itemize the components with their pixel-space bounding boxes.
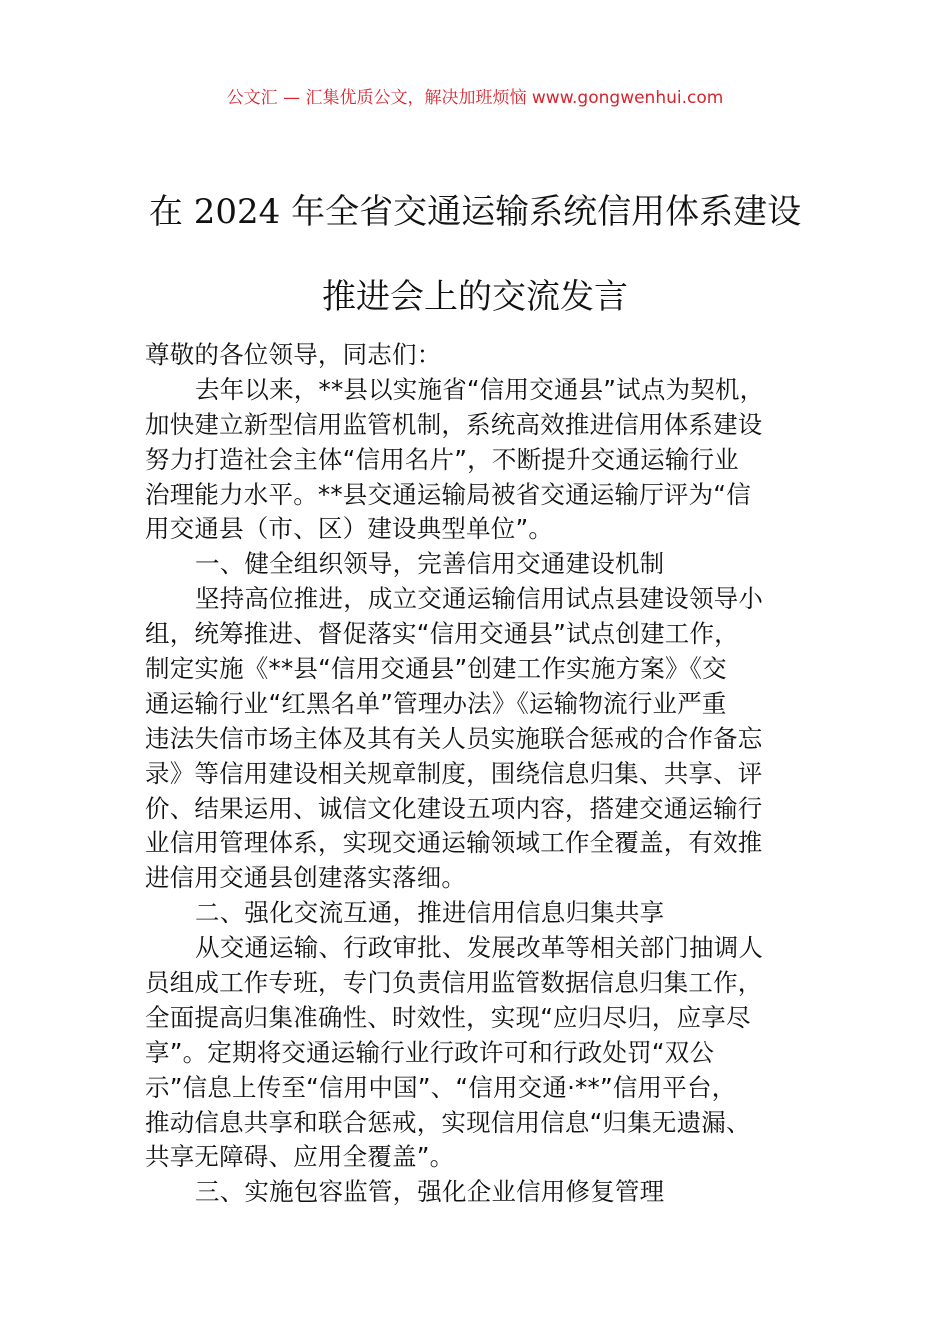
salutation: 尊敬的各位领导，同志们：	[145, 340, 442, 369]
section-heading-2: 二、强化交流互通，推进信用信息归集共享	[195, 898, 665, 928]
body-line: 全面提高归集准确性、时效性，实现“应归尽归，应享尽	[145, 1002, 751, 1032]
section-heading-1: 一、健全组织领导，完善信用交通建设机制	[195, 549, 665, 579]
body-line: 用交通县（市、区）建设典型单位”。	[145, 514, 554, 544]
body-line: 推动信息共享和联合惩戒，实现信用信息“归集无遗漏、	[145, 1107, 751, 1137]
body-line: 加快建立新型信用监管机制，系统高效推进信用体系建设	[145, 409, 763, 439]
body-line: 共享无障碍、应用全覆盖”。	[145, 1142, 455, 1172]
body-line: 组，统筹推进、督促落实“信用交通县”试点创建工作，	[145, 619, 739, 649]
body-line: 通运输行业“红黑名单”管理办法》《运输物流行业严重	[145, 688, 727, 718]
body-line: 进信用交通县创建落实落细。	[145, 863, 467, 893]
title-line-2: 推进会上的交流发言	[322, 277, 628, 317]
document-title	[0, 170, 950, 340]
body-line: 享”。定期将交通运输行业行政许可和行政处罚“双公	[145, 1037, 715, 1067]
body-line: 示”信息上传至“信用中国”、“信用交通·**”信用平台，	[145, 1072, 737, 1102]
title-line-1: 在 2024 年全省交通运输系统信用体系建设	[148, 192, 802, 232]
watermark-banner: 公文汇 — 汇集优质公文，解决加班烦恼 www.gongwenhui.com	[226, 88, 724, 108]
section-heading-3: 三、实施包容监管，强化企业信用修复管理	[195, 1177, 665, 1207]
body-line: 坚持高位推进，成立交通运输信用试点县建设领导小	[195, 584, 764, 614]
body-line: 员组成工作专班，专门负责信用监管数据信息归集工作，	[145, 968, 763, 998]
body-line: 从交通运输、行政审批、发展改革等相关部门抽调人	[195, 933, 764, 963]
body-line: 制定实施《**县“信用交通县”创建工作实施方案》《交	[145, 654, 727, 684]
body-line: 努力打造社会主体“信用名片”，不断提升交通运输行业	[145, 444, 739, 474]
body-line: 价、结果运用、诚信文化建设五项内容，搭建交通运输行	[145, 793, 763, 823]
body-line: 去年以来，**县以实施省“信用交通县”试点为契机，	[195, 374, 765, 404]
body-line: 违法失信市场主体及其有关人员实施联合惩戒的合作备忘	[145, 723, 763, 753]
body-line: 业信用管理体系，实现交通运输领域工作全覆盖，有效推	[145, 828, 763, 858]
document-body	[145, 338, 815, 1210]
body-line: 治理能力水平。**县交通运输局被省交通运输厅评为“信	[145, 479, 751, 509]
body-line: 录》等信用建设相关规章制度，围绕信息归集、共享、评	[145, 758, 763, 788]
